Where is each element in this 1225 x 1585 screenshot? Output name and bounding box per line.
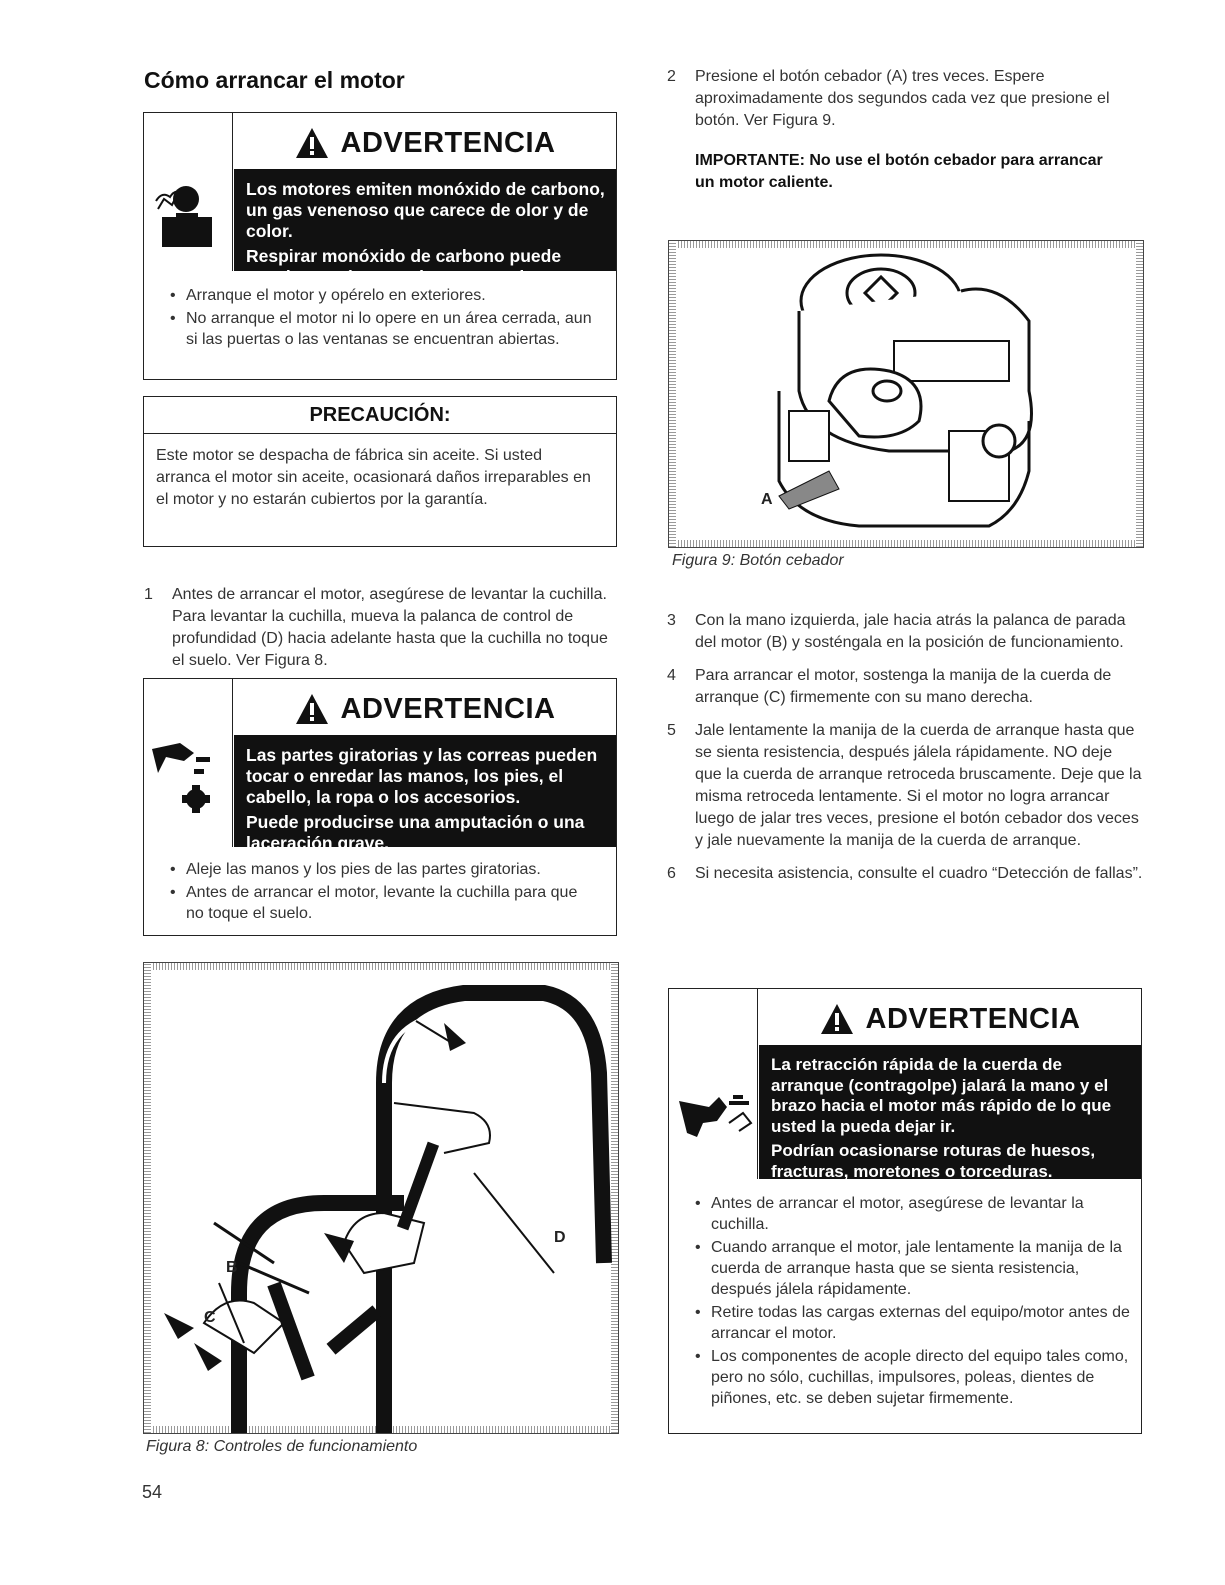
page-number: 54 xyxy=(142,1482,163,1502)
warning-box-rotating-parts xyxy=(143,678,617,936)
step-number: 2 xyxy=(667,68,676,85)
warning-title: ADVERTENCIA xyxy=(340,692,556,725)
list-item: • No arranque el motor ni lo opere en un área cerrada, aun si las puertas o las ventanas se encuentran abiertas. xyxy=(166,308,596,350)
steps-right-top xyxy=(665,66,1143,143)
step-number: 6 xyxy=(667,865,676,882)
list-item: • Los componentes de acople directo del equipo tales como, pero no sólo, cuchillas, impulsores, poleas, dientes de piñones, etc. se deben sujetar firmemente. xyxy=(691,1346,1131,1409)
steps-right xyxy=(665,610,1143,896)
list-item: • Antes de arrancar el motor, asegúrese de levantar la cuchilla. xyxy=(691,1193,1131,1235)
step-number: 3 xyxy=(667,612,676,629)
warning-bullet-list xyxy=(691,1193,1131,1411)
important-note: IMPORTANTE: No use el botón cebador para arrancar un motor caliente. xyxy=(695,152,1103,191)
warning-triangle-icon xyxy=(295,127,329,159)
entanglement-hand-icon xyxy=(144,679,232,847)
label-c: C xyxy=(204,1309,216,1326)
warning-hazard-panel xyxy=(759,1045,1141,1179)
warning-hazard-panel xyxy=(234,735,616,853)
label-a: A xyxy=(761,491,773,508)
warning-icon-cell xyxy=(669,989,758,1179)
step-text: Jale lentamente la manija de la cuerda de arranque hasta que se sienta resistencia, después jálela rápidamente. NO deje que la cuerda de arranque retroceda bruscamente. Deje que la misma retroceda lentamente. Si el motor no logra arrancar luego de jalar tres veces, presione el botón cebador dos veces y jale nuevamente la manija de la cuerda de arranque. xyxy=(695,722,1142,849)
step-item xyxy=(142,584,612,672)
warning-icon-cell xyxy=(144,679,233,847)
warning-bullet-list xyxy=(166,285,596,352)
list-item: • Antes de arrancar el motor, levante la cuchilla para que no toque el suelo. xyxy=(166,882,596,924)
step-text: Presione el botón cebador (A) tres veces. Espere aproximadamente dos segundos cada vez que presione el botón. Ver Figura 9. xyxy=(695,68,1110,129)
step-text: Si necesita asistencia, consulte el cuadro “Detección de fallas”. xyxy=(695,865,1143,882)
warning-title-row xyxy=(234,121,616,165)
warning-bullet-list xyxy=(166,859,596,926)
warning-box-kickback xyxy=(668,988,1142,1434)
step-item xyxy=(665,863,1143,885)
engine-primer-illustration xyxy=(669,241,1143,547)
list-item: • Retire todas las cargas externas del equipo/motor antes de arrancar el motor. xyxy=(691,1302,1131,1344)
hazard-text: La retracción rápida de la cuerda de arranque (contragolpe) jalará la mano y el brazo hacia el motor más rápido de lo que usted la pueda dejar ir. xyxy=(771,1055,1112,1136)
hazard-text: Los motores emiten monóxido de carbono, un gas venenoso que carece de olor y de color. xyxy=(246,179,605,241)
caution-title: PRECAUCIÓN: xyxy=(144,397,616,434)
caution-text: Este motor se despacha de fábrica sin aceite. Si usted arranca el motor sin aceite, ocasionará daños irreparables en el motor y no estarán cubiertos por la garantía. xyxy=(156,447,591,508)
step-item xyxy=(665,720,1143,852)
warning-hazard-panel xyxy=(234,169,616,287)
hazard-text: Las partes giratorias y las correas pueden tocar o enredar las manos, los pies, el cabello, la ropa o los accesorios. xyxy=(246,745,598,807)
toxic-gas-icon xyxy=(144,113,232,271)
step-item xyxy=(665,66,1143,132)
step-number: 5 xyxy=(667,722,676,739)
figure-8-caption: Figura 8: Controles de funcionamiento xyxy=(146,1438,418,1455)
hazard-consequence: Puede producirse una amputación o una laceración grave. xyxy=(246,812,585,853)
step-text: Con la mano izquierda, jale hacia atrás la palanca de parada del motor (B) y sosténgala en la posición de funcionamiento. xyxy=(695,612,1126,651)
kickback-hand-icon xyxy=(669,989,757,1179)
hazard-consequence: Respirar monóxido de carbono puede ocasionar náuseas, desmayos o la muerte. xyxy=(246,246,602,287)
step-text: Antes de arrancar el motor, asegúrese de levantar la cuchilla. Para levantar la cuchilla, mueva la palanca de control de profundidad (D) hacia adelante hasta que la cuchilla no toque el suelo. Ver Figura 8. xyxy=(172,586,608,669)
page-title: Cómo arrancar el motor xyxy=(144,67,405,93)
warning-title-row xyxy=(234,687,616,731)
label-d: D xyxy=(554,1229,566,1246)
warning-title: ADVERTENCIA xyxy=(340,126,556,159)
step-text: Para arrancar el motor, sostenga la manija de la cuerda de arranque (C) firmemente con su mano derecha. xyxy=(695,667,1112,706)
label-b: B xyxy=(226,1259,238,1276)
list-item: • Aleje las manos y los pies de las partes giratorias. xyxy=(166,859,596,880)
list-item: • Cuando arranque el motor, jale lentamente la manija de la cuerda de arranque hasta que se sienta resistencia, después jálela rápidamente. xyxy=(691,1237,1131,1300)
list-item: • Arranque el motor y opérelo en exteriores. xyxy=(166,285,596,306)
step-item xyxy=(665,665,1143,709)
warning-icon-cell xyxy=(144,113,233,271)
warning-triangle-icon xyxy=(820,1003,854,1035)
figure-8-image xyxy=(143,962,619,1434)
figure-9-image xyxy=(668,240,1144,548)
step-item xyxy=(665,610,1143,654)
warning-title-row xyxy=(759,997,1141,1041)
figure-9-caption: Figura 9: Botón cebador xyxy=(672,552,844,569)
warning-box-carbon-monoxide xyxy=(143,112,617,380)
step-number: 1 xyxy=(144,586,153,603)
operating-controls-illustration xyxy=(144,963,618,1433)
warning-title: ADVERTENCIA xyxy=(865,1002,1081,1035)
caution-box xyxy=(143,396,617,547)
warning-triangle-icon xyxy=(295,693,329,725)
hazard-consequence: Podrían ocasionarse roturas de huesos, fracturas, moretones o torceduras. xyxy=(771,1141,1096,1181)
step-number: 4 xyxy=(667,667,676,684)
steps-left xyxy=(142,584,612,683)
